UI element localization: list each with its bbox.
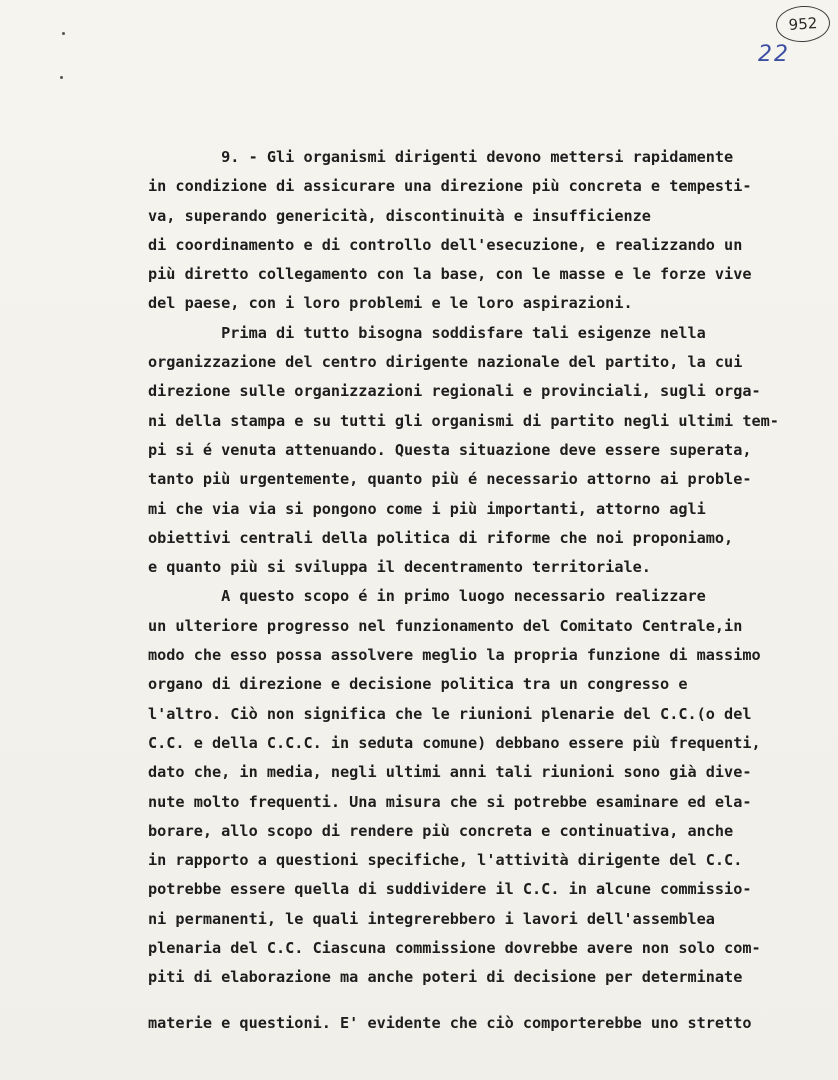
text-line: tanto più urgentemente, quanto più é necessario attorno ai proble- (148, 470, 752, 489)
text-line: pi si é venuta attenuando. Questa situazione deve essere superata, (148, 440, 752, 459)
text-line: C.C. e della C.C.C. in seduta comune) debbano essere più frequenti, (148, 733, 761, 752)
archive-stamp (775, 4, 831, 44)
text-line: va, superando genericità, discontinuità e insufficienze (148, 206, 651, 225)
text-line: plenaria del C.C. Ciascuna commissione dovrebbe avere non solo com- (148, 939, 761, 958)
text-line: 9. - Gli organismi dirigenti devono mettersi rapidamente (148, 148, 734, 166)
text-line: in condizione di assicurare una direzione più concreta e tempesti- (148, 177, 752, 196)
text-line: organo di direzione e decisione politica tra un congresso e (148, 675, 688, 694)
text-line: mi che via via si pongono come i più importanti, attorno agli (148, 499, 706, 518)
archive-stamp-number: 952 (788, 14, 818, 34)
text-line: A questo scopo é in primo luogo necessario realizzare (148, 587, 706, 606)
scan-speck (60, 76, 63, 79)
text-line: dato che, in media, negli ultimi anni tali riunioni sono già dive- (148, 763, 752, 782)
text-line: di coordinamento e di controllo dell'esecuzione, e realizzando un (148, 235, 743, 254)
text-line: un ulteriore progresso nel funzionamento del Comitato Centrale,in (148, 616, 743, 635)
text-line: direzione sulle organizzazioni regionali e provinciali, sugli orga- (148, 382, 761, 401)
text-line: obiettivi centrali della politica di riforme che noi proponiamo, (148, 528, 734, 547)
text-line: modo che esso possa assolvere meglio la propria funzione di massimo (148, 646, 761, 665)
text-line: l'altro. Ciò non significa che le riunioni plenarie del C.C.(o del (148, 704, 752, 723)
text-line: ni permanenti, le quali integrerebbero i lavori dell'assemblea (148, 909, 715, 928)
text-line: del paese, con i loro problemi e le loro aspirazioni. (148, 294, 633, 313)
text-line: piti di elaborazione ma anche poteri di decisione per determinate (148, 968, 743, 987)
scan-speck (62, 32, 65, 35)
text-line: e quanto più si sviluppa il decentramento territoriale. (148, 558, 651, 577)
text-line: materie e questioni. E' evidente che ciò comporterebbe uno stretto (148, 1013, 752, 1032)
text-line: borare, allo scopo di rendere più concreta e continuativa, anche (148, 821, 734, 840)
text-line: organizzazione del centro dirigente nazionale del partito, la cui (148, 353, 743, 372)
text-line: ni della stampa e su tutti gli organismi di partito negli ultimi tem- (148, 411, 779, 430)
typed-text-body (148, 143, 828, 1038)
text-line: Prima di tutto bisogna soddisfare tali esigenze nella (148, 323, 706, 342)
text-line: più diretto collegamento con la base, con le masse e le forze vive (148, 265, 752, 284)
text-line: potrebbe essere quella di suddividere il C.C. in alcune commissio- (148, 880, 752, 899)
text-line: nute molto frequenti. Una misura che si potrebbe esaminare ed ela- (148, 792, 752, 811)
page-number: 22 (758, 42, 790, 67)
text-line: in rapporto a questioni specifiche, l'attività dirigente del C.C. (148, 851, 743, 870)
